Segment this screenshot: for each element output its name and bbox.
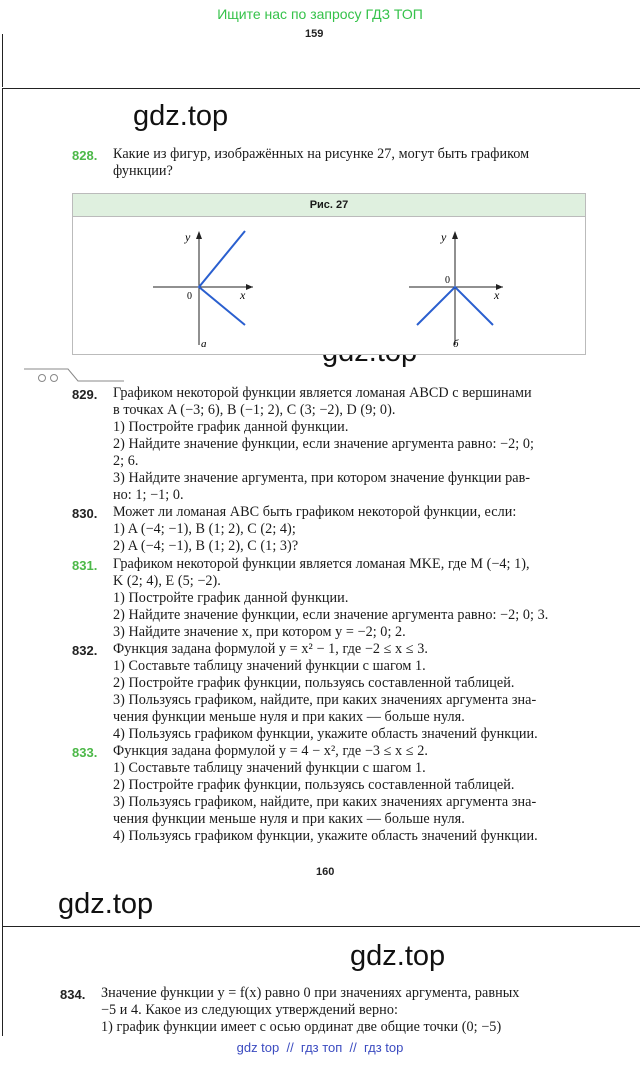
text-line: 4) Пользуясь графиком функции, укажите область значений функции.: [113, 726, 538, 742]
page-number-bottom: 160: [316, 866, 335, 878]
text-line: 2) Найдите значение функции, если значение аргумента равно: −2; 0;: [113, 436, 534, 452]
text-line: 2) Постройте график функции, пользуясь составленной таблицей.: [113, 777, 515, 793]
text-line: 4) Пользуясь графиком функции, укажите область значений функции.: [113, 828, 538, 844]
frame-left-lower: [2, 926, 3, 1036]
text-line: чения функции меньше нуля и при каких — больше нуля.: [113, 709, 465, 725]
footer-links[interactable]: gdz top // гдз топ // гдз top: [236, 1040, 404, 1055]
axis-label-y-a: y: [185, 230, 191, 244]
problem-number-829: 829.: [72, 387, 98, 402]
graph-b: [409, 231, 503, 345]
problem-number-832: 832.: [72, 643, 98, 658]
text-line: Графиком некоторой функции является ломаная ABCD с вершинами: [113, 385, 532, 401]
text-line: 2; 6.: [113, 453, 139, 469]
problem-830-text: [113, 504, 516, 555]
problem-number-830: 830.: [72, 506, 98, 521]
text-line: Графиком некоторой функции является ломаная MKE, где M (−4; 1),: [113, 556, 530, 572]
text-line: Какие из фигур, изображённых на рисунке 27, могут быть графиком: [113, 146, 530, 162]
text-line: Функция задана формулой y = x² − 1, где −2 ≤ x ≤ 3.: [113, 641, 428, 657]
text-line: 3) Пользуясь графиком, найдите, при каких значениях аргумента зна-: [113, 692, 537, 708]
text-line: 3) Пользуясь графиком, найдите, при каких значениях аргумента зна-: [113, 794, 537, 810]
figure-27: [72, 193, 586, 355]
axis-label-x-a: x: [240, 288, 246, 302]
problem-834-text: [101, 985, 519, 1036]
problem-number-828: 828.: [72, 148, 98, 163]
page-divider-bottom: [2, 926, 640, 927]
text-line: Функция задана формулой y = 4 − x², где −3 ≤ x ≤ 2.: [113, 743, 428, 759]
text-line: Значение функции y = f(x) равно 0 при значениях аргумента, равных: [101, 985, 520, 1001]
problem-833-text: [113, 743, 538, 845]
text-line: 1) Постройте график данной функции.: [113, 590, 349, 606]
text-line: Может ли ломаная ABC быть графиком некоторой функции, если:: [113, 504, 517, 520]
watermark-3: gdz.top: [58, 888, 154, 920]
label-a: а: [201, 338, 207, 350]
section-marker: [24, 367, 124, 385]
figure-title: Рис. 27: [73, 194, 585, 217]
axis-label-x-b: x: [494, 288, 500, 302]
origin-label-a: 0: [187, 291, 192, 302]
problem-828-text: [113, 146, 529, 180]
problem-829-text: [113, 385, 534, 504]
top-banner: Ищите нас по запросу ГДЗ ТОП: [217, 6, 423, 22]
frame-left-upper: [2, 34, 3, 87]
problem-831-text: [113, 556, 548, 641]
watermark-4: gdz.top: [350, 940, 446, 972]
text-line: 1) Постройте график данной функции.: [113, 419, 349, 435]
label-b: б: [453, 338, 459, 350]
text-line: 2) Постройте график функции, пользуясь составленной таблицей.: [113, 675, 515, 691]
axis-label-y-b: y: [441, 230, 447, 244]
problem-832-text: [113, 641, 538, 743]
graph-a: [153, 231, 253, 345]
figure-graphs: [73, 217, 585, 354]
origin-label-b: 0: [445, 275, 450, 286]
problem-number-834: 834.: [60, 987, 86, 1002]
text-line: 2) Найдите значение функции, если значение аргумента равно: −2; 0; 3.: [113, 607, 549, 623]
watermark-1: gdz.top: [133, 100, 229, 132]
text-line: K (2; 4), E (5; −2).: [113, 573, 221, 589]
page-divider-top: [2, 88, 640, 89]
text-line: −5 и 4. Какое из следующих утверждений верно:: [101, 1002, 398, 1018]
text-line: 3) Найдите значение x, при котором y = −2; 0; 2.: [113, 624, 406, 640]
text-line: в точках A (−3; 6), B (−1; 2), C (3; −2), D (9; 0).: [113, 402, 396, 418]
text-line: но: 1; −1; 0.: [113, 487, 184, 503]
text-line: 1) график функции имеет с осью ординат две общие точки (0; −5): [101, 1019, 502, 1035]
text-line: 2) A (−4; −1), B (1; 2), C (1; 3)?: [113, 538, 299, 554]
problem-number-831: 831.: [72, 558, 98, 573]
text-line: 1) Составьте таблицу значений функции с шагом 1.: [113, 658, 426, 674]
problem-number-833: 833.: [72, 745, 98, 760]
page-number-top: 159: [305, 28, 324, 40]
text-line: 1) A (−4; −1), B (1; 2), C (2; 4);: [113, 521, 296, 537]
text-line: 1) Составьте таблицу значений функции с шагом 1.: [113, 760, 426, 776]
text-line: 3) Найдите значение аргумента, при котором значение функции рав-: [113, 470, 531, 486]
text-line: чения функции меньше нуля и при каких — больше нуля.: [113, 811, 465, 827]
frame-left-middle: [2, 88, 3, 926]
text-line: функции?: [113, 163, 173, 179]
